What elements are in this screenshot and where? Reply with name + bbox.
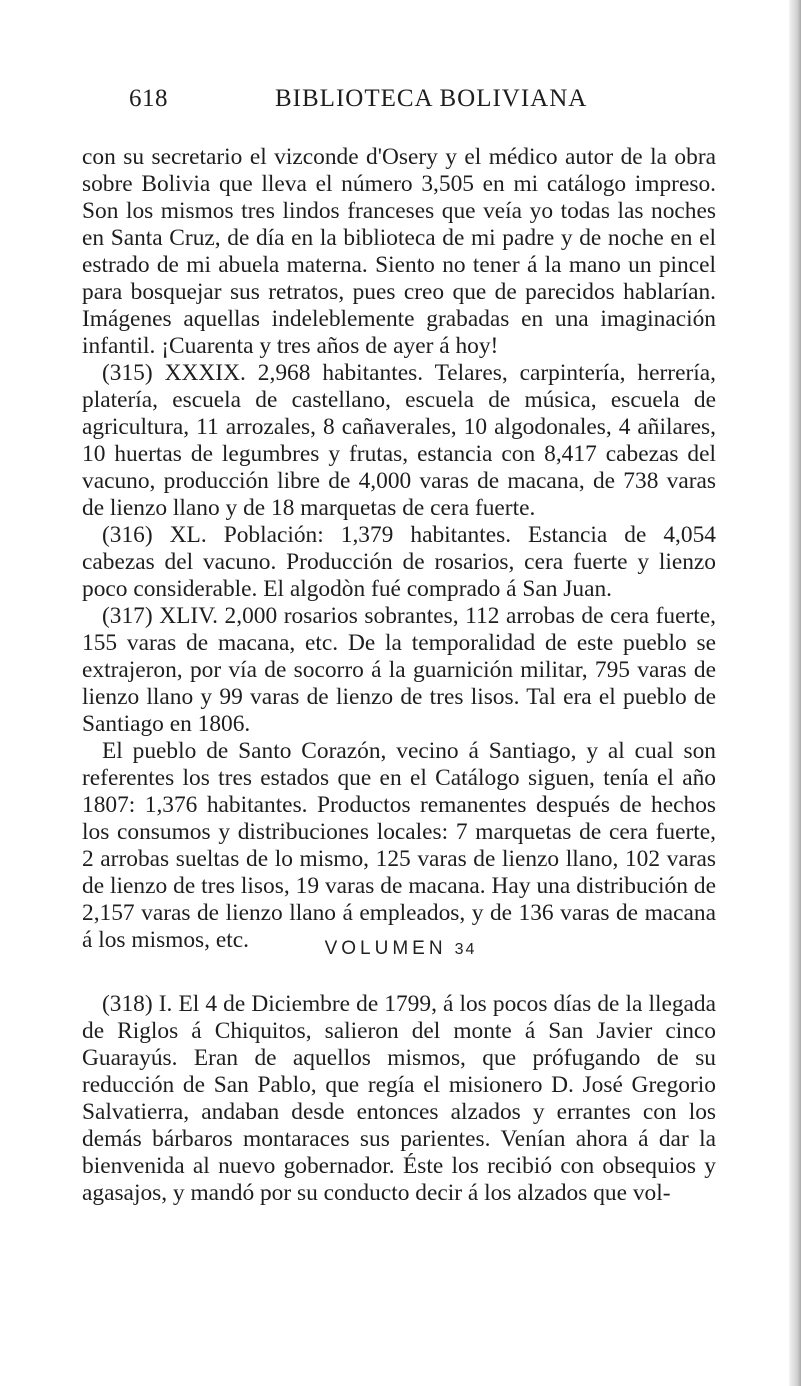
paragraph-note-315: (315) XXXIX. 2,968 habitantes. Telares, carpintería, herrería, platería, escuela de castellano, escuela de música, escuela de agricultura, 11 arrozales, 8 cañaverales, 10 algodonales, 4 añilares, 10 huertas de legumbres y frutas, estancia con 8,417 cabezas del vacuno, producción libre de 4,000 varas de macana, de 738 varas de lienzo llano y de 18 marquetas de cera fuerte. [82,360,716,521]
paragraph-santo-corazon: El pueblo de Santo Corazón, vecino á Santiago, y al cual son referentes los tres estados que en el Catálogo siguen, tenía el año 1807: 1,376 habitantes. Productos remanentes después de hechos los consumos y distribuciones locales: 7 marquetas de cera fuerte, 2 arrobas sueltas de lo mismo, 125 varas de lienzo llano, 102 varas de lienzo de tres lisos, 19 varas de macana. Hay una distribución de 2,157 varas de lienzo llano á empleados, y de 136 varas de macana á los mismos, etc. [82,738,716,953]
volume-label: VOLUMEN [324,938,447,959]
paragraph-note-317: (317) XLIV. 2,000 rosarios sobrantes, 112 arrobas de cera fuerte, 155 varas de macana, etc. De la temporalidad de este pueblo se extrajeron, por vía de socorro á la guarnición militar, 795 varas de lienzo llano y 99 varas de lienzo de tres lisos. Tal era el pueblo de Santiago en 1806. [82,603,716,737]
paragraph-note-316: (316) XL. Población: 1,379 habitantes. Estancia de 4,054 cabezas del vacuno. Producción de rosarios, cera fuerte y lienzo poco considerable. El algodòn fué comprado á San Juan. [82,522,716,602]
page-number: 618 [129,85,168,112]
paragraph-continuation: con su secretario el vizconde d'Osery y el médico autor de la obra sobre Bolivia que lleva el número 3,505 en mi catálogo impreso. Son los mismos tres lindos franceses que veía yo todas las noches en Santa Cruz, de día en la biblioteca de mi padre y de noche en el estrado de mi abuela materna. Siento no tener á la mano un pincel para bosquejar sus retratos, pues creo que de parecidos hablarían. Imágenes aquellas indeleblemente grabadas en una imaginación infantil. ¡Cuarenta y tres años de ayer á hoy! [82,144,716,359]
paragraph-note-318: (318) I. El 4 de Diciembre de 1799, á los pocos días de la llegada de Riglos á Chiquitos, salieron del monte á San Javier cinco Guarayús. Eran de aquellos mismos, que prófugando de su reducción de San Pablo, que regía el misionero D. José Gregorio Salvatierra, andaban desde entonces alzados y errantes con los demás bárbaros montaraces sus parientes. Venían ahora á dar la bienvenida al nuevo gobernador. Éste los recibió con obsequios y agasajos, y mandó por su conducto decir á los alzados que vol- [82,991,716,1206]
volume-heading [0,938,801,960]
running-title: BIBLIOTECA BOLIVIANA [275,85,588,112]
body-text-bottom [82,991,716,1207]
page-edge-shadow [789,0,801,1386]
body-text-top [82,144,716,954]
page-header [129,85,709,119]
volume-number: 34 [454,941,477,958]
